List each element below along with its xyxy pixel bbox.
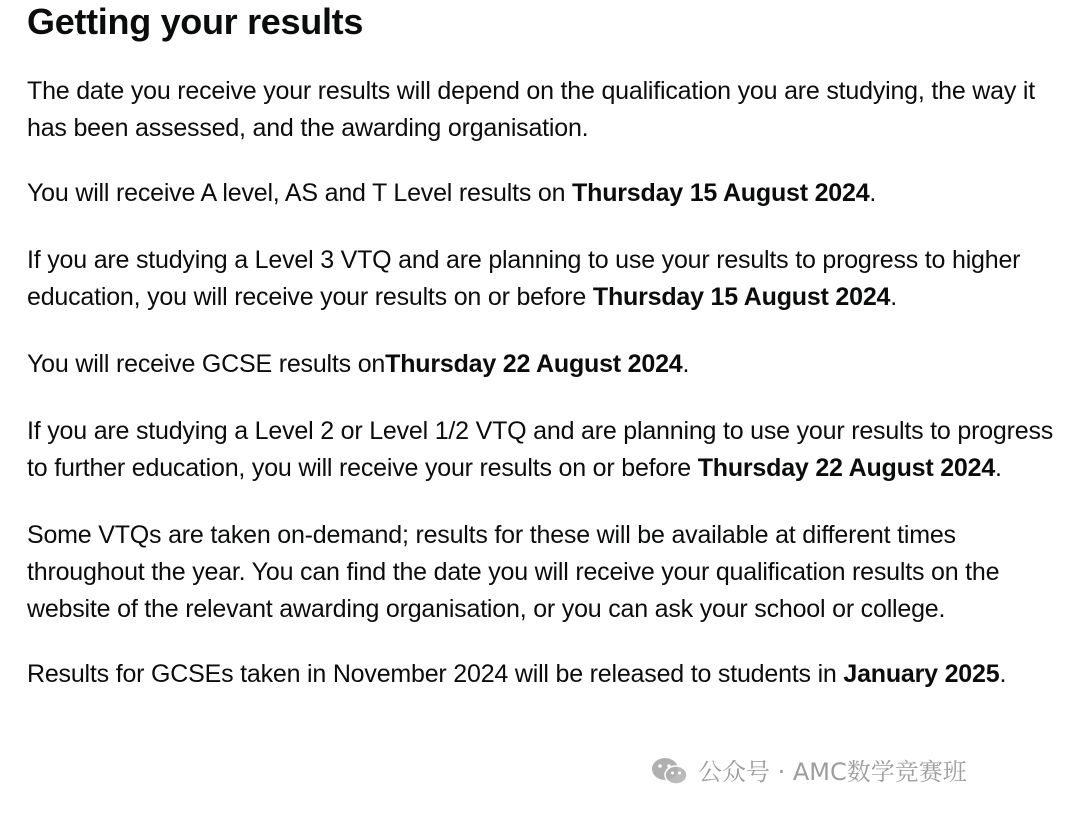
text: . [682,350,690,378]
text: Results for GCSEs taken in November 2024 will be released to students in [27,660,844,688]
wechat-icon [650,755,690,789]
text: You will receive A level, AS and T Level results on [27,179,573,207]
text: . [995,454,1002,482]
watermark-text: 公众号 · AMC数学竞赛班 [698,758,967,786]
paragraph-level3-vtq [27,242,1067,316]
date-highlight: Thursday 22 August 2024 [385,350,683,378]
date-highlight: Thursday 22 August 2024 [697,454,996,482]
paragraph-level2-vtq [27,413,1067,487]
text: . [999,660,1007,688]
paragraph-a-level-date [27,175,1067,212]
date-highlight: Thursday 15 August 2024 [592,283,891,311]
paragraph-intro: The date you receive your results will depend on the qualification you are studying, the way it has been assessed, and the awarding organisation. [27,77,1035,142]
text: . [890,283,897,311]
date-highlight: January 2025 [843,660,1000,688]
paragraph-on-demand-vtqs: Some VTQs are taken on-demand; results for these will be available at different times throughout the year. You can find the date you will receive your qualification results on the website of the relevant awarding organisation, or you can ask your school or college. [27,521,1000,623]
text: You will receive GCSE results on [27,350,386,378]
watermark [650,755,967,789]
text: . [869,179,877,207]
date-highlight: Thursday 15 August 2024 [572,179,870,207]
page-title: Getting your results [27,1,364,42]
text: If you are studying a Level 3 VTQ and are planning to use your results to progress to higher education, you will receive your results on or before [27,246,1021,311]
paragraph-gcse-date [27,346,1067,383]
text: If you are studying a Level 2 or Level 1/2 VTQ and are planning to use your results to progress to further education, you will receive your results on or before [27,417,1054,482]
paragraph-november-gcse [27,656,1067,693]
main-content [27,0,1067,693]
